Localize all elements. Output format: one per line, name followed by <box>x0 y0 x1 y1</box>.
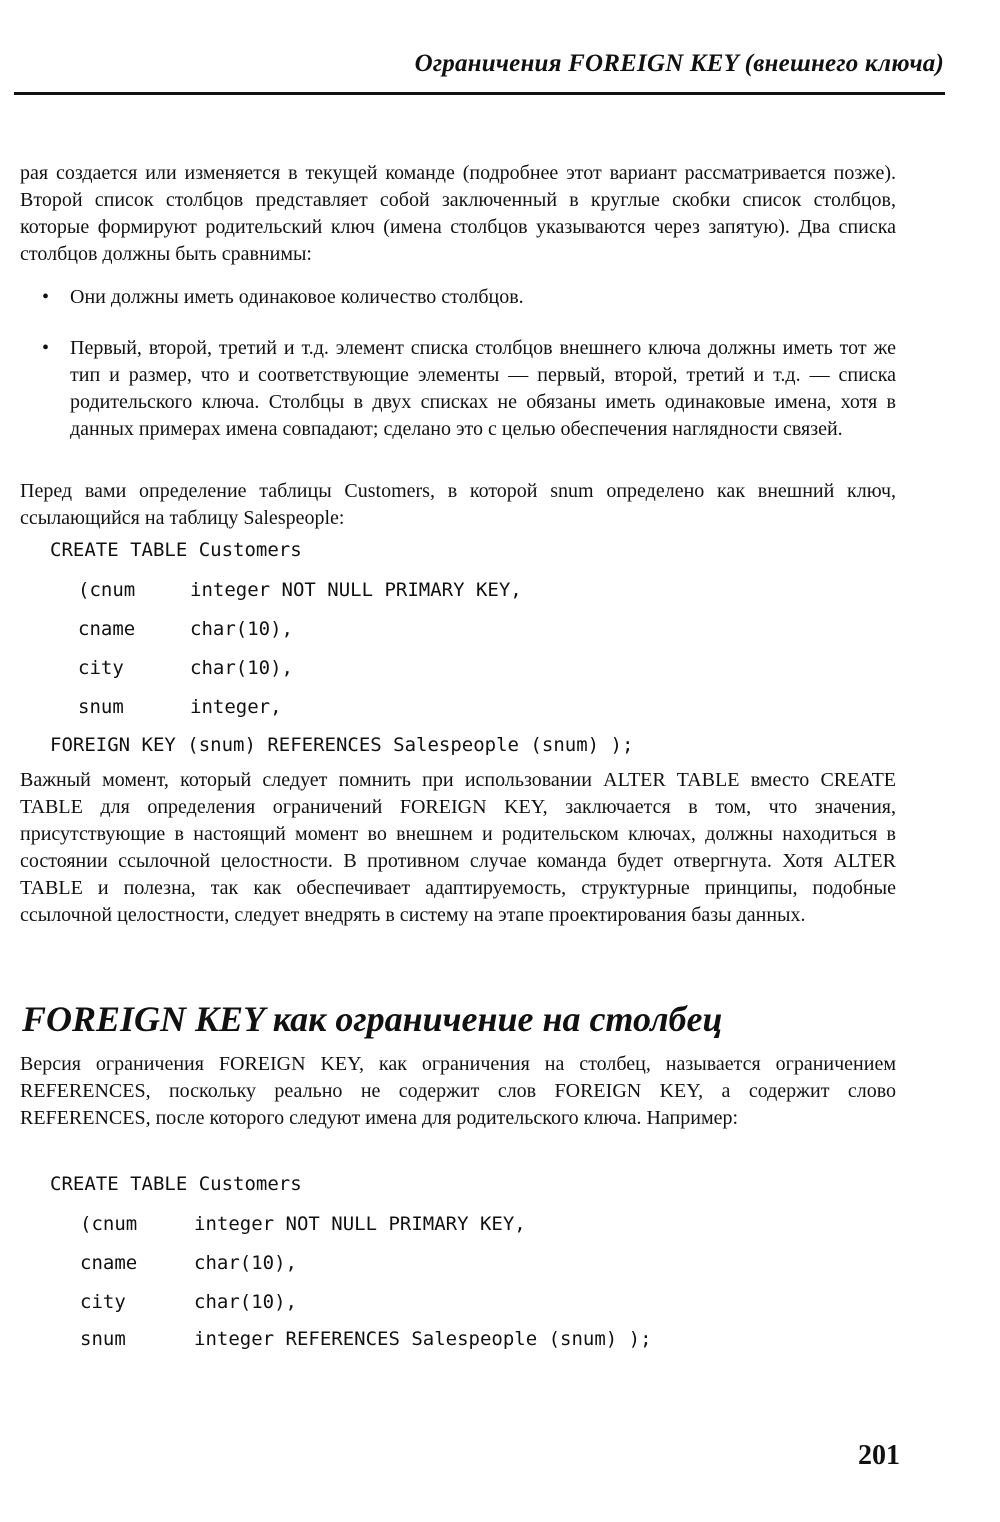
code-column-def: char(10), <box>190 657 293 679</box>
code-line: CREATE TABLE Customers <box>50 1173 302 1195</box>
code-line: FOREIGN KEY (snum) REFERENCES Salespeople (snum) ); <box>50 734 634 756</box>
code-column-name: cname <box>78 618 136 640</box>
section-title: FOREIGN KEY как ограничение на столбец <box>22 999 723 1039</box>
code-column-def: integer, <box>190 696 282 718</box>
code-column-def: char(10), <box>190 618 293 640</box>
code-column-name: snum <box>78 696 124 718</box>
code-column-name: (cnum <box>80 1213 138 1235</box>
code-column-def: integer NOT NULL PRIMARY KEY, <box>190 579 522 601</box>
code-column-def: integer NOT NULL PRIMARY KEY, <box>194 1213 526 1235</box>
running-header: Ограничения FOREIGN KEY (внешнего ключа) <box>414 50 944 77</box>
section-intro-paragraph: Версия ограничения FOREIGN KEY, как ограничения на столбец, называется ограничением REFERENCES, поскольку реально не содержит слов FOREIGN KEY, а содержит слово REFERENCES, после которого следуют имена для родительского ключа. Например: <box>20 1053 896 1129</box>
bullet-item <box>20 335 896 443</box>
code-column-name: city <box>80 1291 126 1313</box>
bullet-text: Они должны иметь одинаковое количество столбцов. <box>70 286 524 308</box>
code-block-2 <box>50 1172 770 1352</box>
bullet-text: Первый, второй, третий и т.д. элемент списка столбцов внешнего ключа должны иметь тот же тип и размер, что и соответствующие элементы — первый, второй, третий и т.д. — списка родительского ключа. Столбцы в двух списках не обязаны иметь одинаковые имена, хотя в данных примерах имена совпадают; сделано это с целью обеспечения наглядности связей. <box>70 337 896 440</box>
bullet-dot: • <box>42 286 50 308</box>
important-paragraph: Важный момент, который следует помнить при использовании ALTER TABLE вместо CREATE TABLE для определения ограничений FOREIGN KEY, заключается в том, что значения, присутствующие в настоящий момент во внешнем и родительском ключах, должны находиться в состоянии ссылочной целостности. В противном случае команда будет отвергнута. Хотя ALTER TABLE и полезна, так как обеспечивает адаптируемость, структурные принципы, подобные ссылочной целостности, следует внедрять в систему на этапе проектирования базы данных. <box>20 769 896 926</box>
code-column-name: (cnum <box>78 579 136 601</box>
code-column-def: char(10), <box>194 1252 297 1274</box>
intro-paragraph: рая создается или изменяется в текущей команде (подробнее этот вариант рассматривается позже). Второй список столбцов представляет собой заключенный в круглые скобки список столбцов, которые формируют родительский ключ (имена столбцов указываются через запятую). Два списка столбцов должны быть сравнимы: <box>20 162 896 265</box>
code-column-def: integer REFERENCES Salespeople (snum) ); <box>194 1328 652 1350</box>
bullet-dot: • <box>42 337 50 359</box>
bullet-item <box>20 284 896 311</box>
code-block-1 <box>50 538 750 758</box>
before-example-paragraph: Перед вами определение таблицы Customers, в которой snum определено как внешний ключ, ссылающийся на таблицу Salespeople: <box>20 480 896 529</box>
code-column-def: char(10), <box>194 1291 297 1313</box>
page-number: 201 <box>858 1440 900 1471</box>
code-column-name: snum <box>80 1328 126 1350</box>
header-rule <box>14 92 945 95</box>
code-column-name: cname <box>80 1252 138 1274</box>
code-line: CREATE TABLE Customers <box>50 539 302 561</box>
code-column-name: city <box>78 657 124 679</box>
